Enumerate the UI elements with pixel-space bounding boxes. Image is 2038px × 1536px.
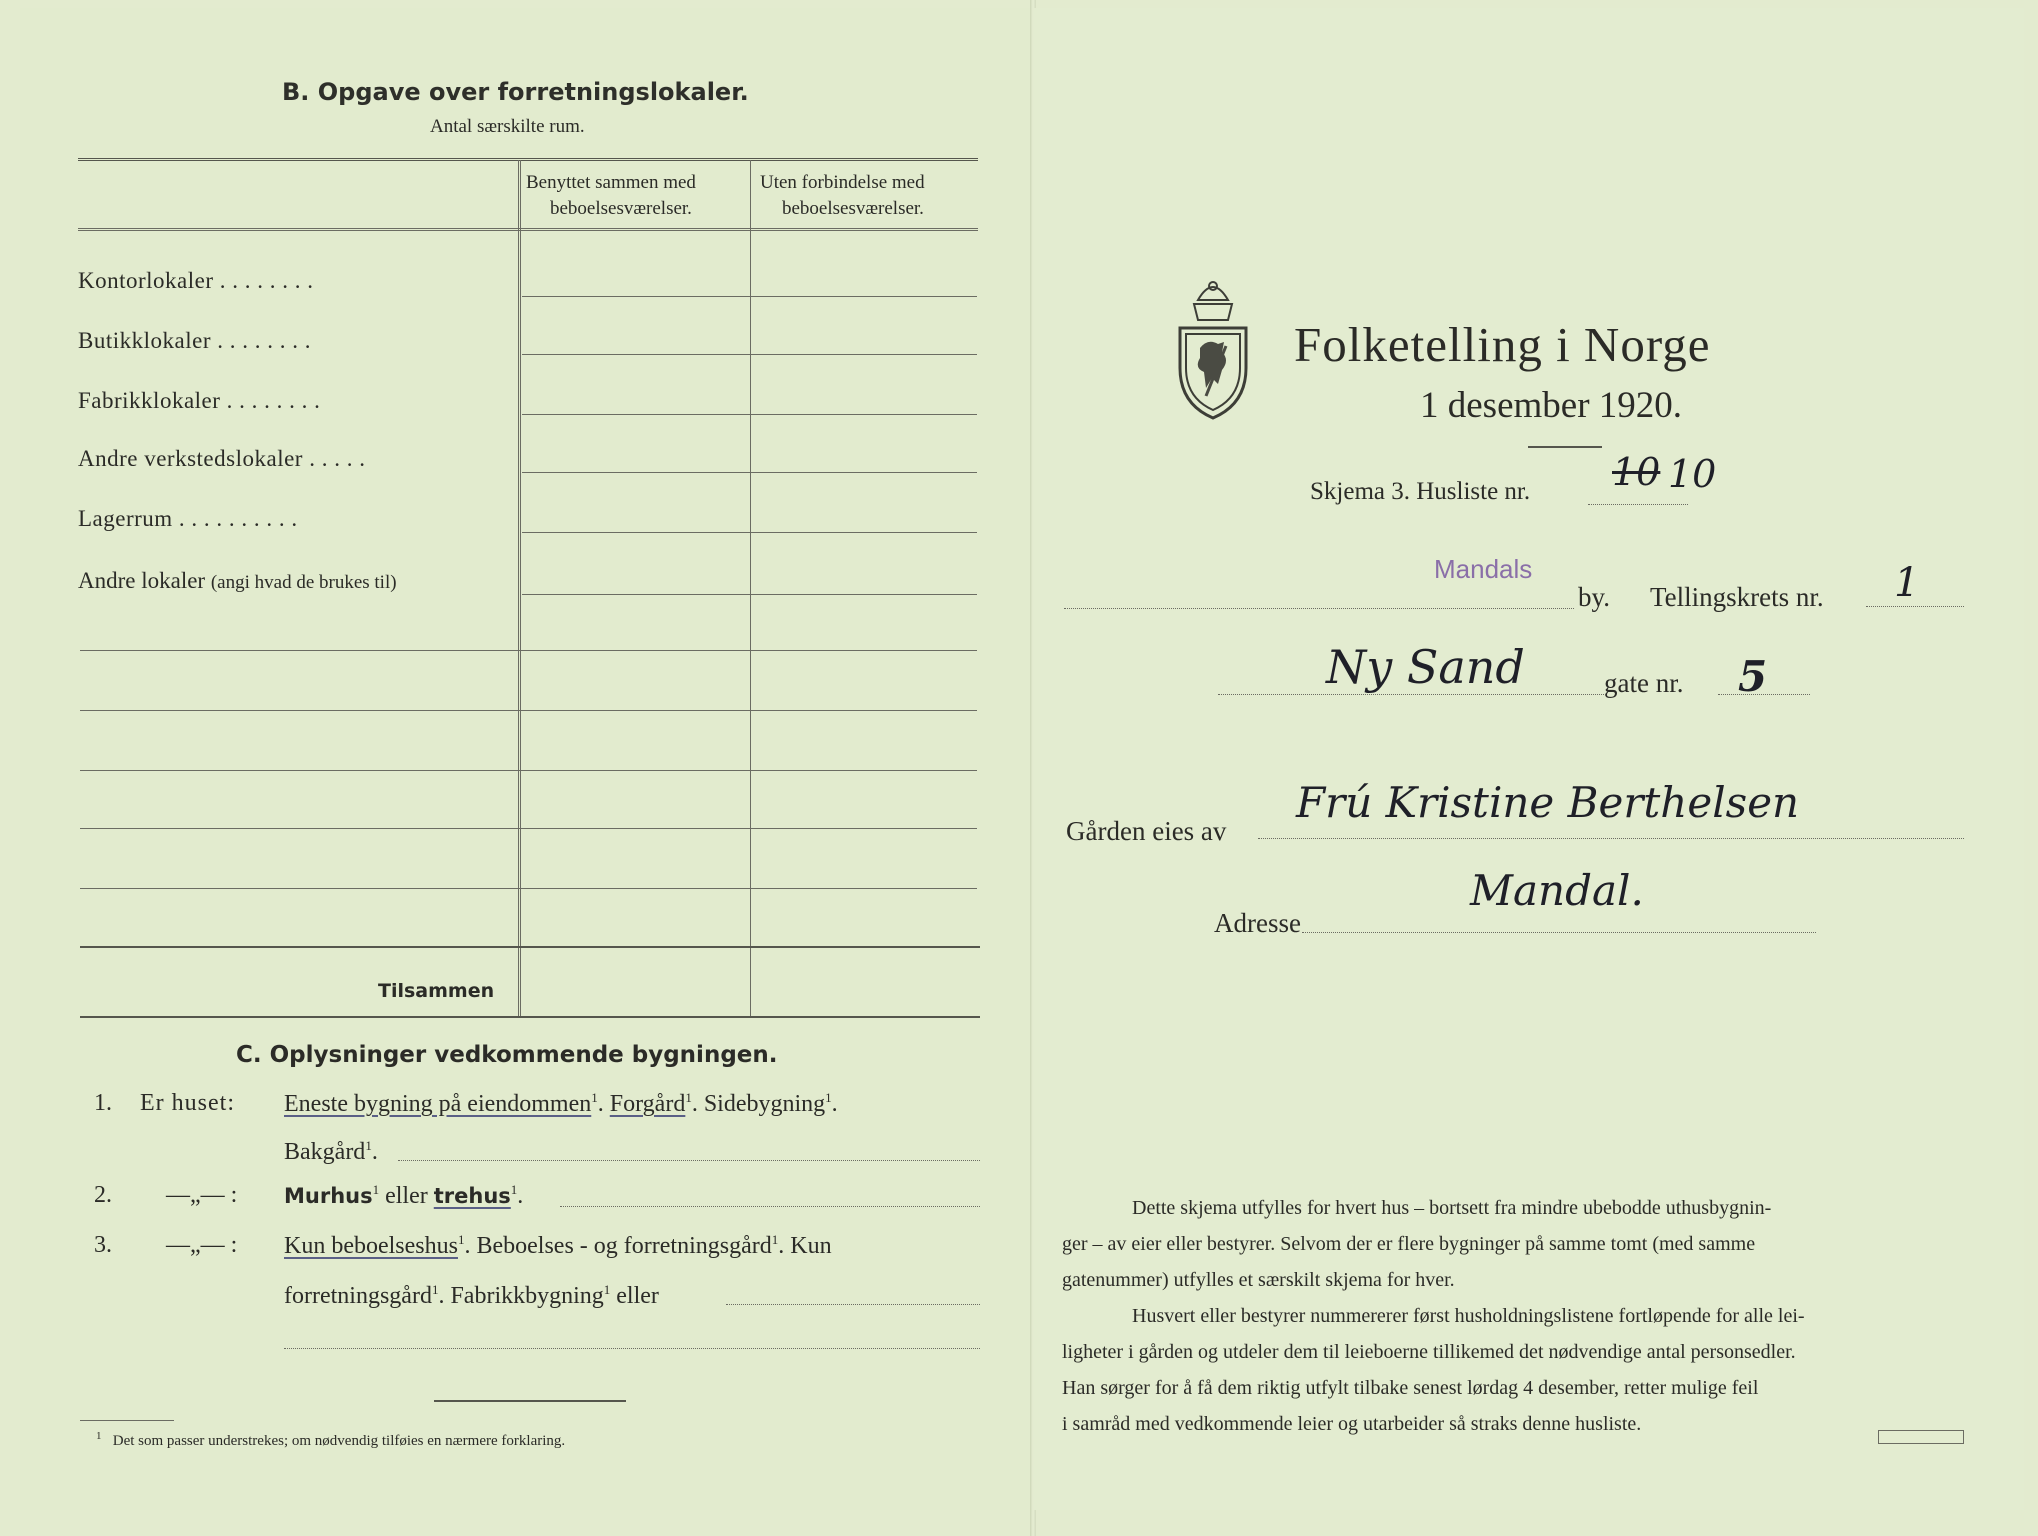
row-rule — [80, 650, 977, 651]
gate-value: 5 — [1738, 652, 1768, 701]
table-bottom-rule — [80, 1016, 980, 1018]
table-col-divider-1 — [518, 160, 521, 1018]
row-label-kontorlokaler: Kontorlokaler . . . . . . . . — [78, 268, 314, 293]
document-title: Folketelling i Norge — [1294, 317, 1711, 372]
item1-num: 1. — [94, 1090, 112, 1116]
item1-label: Er huset: — [140, 1090, 235, 1116]
or-label: eller — [385, 1183, 428, 1209]
husliste-value: 10 — [1668, 452, 1717, 496]
andre-lokaler-text: Andre lokaler — [78, 568, 206, 593]
fill-line — [1588, 504, 1688, 505]
fill-line — [1718, 694, 1810, 695]
row-rule — [522, 414, 977, 415]
tellingskrets-label: Tellingskrets nr. — [1650, 582, 1824, 612]
street-fill-line — [1218, 694, 1604, 695]
census-date: 1 desember 1920. — [1420, 385, 1683, 426]
option-bakgard: Bakgård — [284, 1139, 366, 1165]
footnote-ref: 1 — [510, 1182, 518, 1197]
item3-ditto: —„— : — [166, 1232, 238, 1258]
row-label-fabrikklokaler: Fabrikklokaler . . . . . . . . — [78, 388, 321, 413]
owner-value: Frú Kristine Berthelsen — [1296, 778, 1800, 827]
col1-header-line1: Benyttet sammen med — [526, 172, 696, 193]
option-fabrikkbygning: Fabrikkbygning — [450, 1283, 604, 1309]
skjema-label: Skjema 3. Husliste nr. — [1310, 478, 1531, 505]
col2-header-line1: Uten forbindelse med — [760, 172, 925, 193]
instructions-line: i samråd med vedkommende leier og utarbeider så straks denne husliste. — [1062, 1413, 1642, 1435]
row-rule — [522, 472, 977, 473]
row-rule — [522, 296, 977, 297]
option-sidebygning: Sidebygning — [703, 1091, 826, 1117]
instructions-line: Han sørger for å få dem riktig utfylt tilbake senest lørdag 4 desember, retter mulige feil — [1062, 1377, 1759, 1399]
fill-line — [726, 1304, 980, 1305]
option-trehus: trehus — [433, 1184, 511, 1208]
item2-ditto: —„— : — [166, 1182, 238, 1208]
street-value: Ny Sand — [1326, 640, 1525, 694]
instructions — [1062, 1190, 1972, 1442]
owner-label: Gården eies av — [1066, 816, 1227, 846]
footnote-text: Det som passer understrekes; om nødvendig tilføies en nærmere forklaring. — [112, 1433, 566, 1449]
row-label-butikklokaler: Butikklokaler . . . . . . . . — [78, 328, 311, 353]
row-rule — [80, 770, 977, 771]
gate-label: gate nr. — [1604, 668, 1684, 698]
option-kun-beboelseshus: Kun beboelseshus — [284, 1233, 458, 1259]
instructions-line: Husvert eller bestyrer nummererer først husholdningslistene fortløpende for alle lei- — [1132, 1305, 1805, 1327]
section-c-title: C. Oplysninger vedkommende bygningen. — [236, 1042, 778, 1068]
fill-line — [284, 1348, 980, 1349]
tellingskrets-value: 1 — [1894, 560, 1920, 606]
row-label-andre-lokaler — [78, 568, 397, 594]
fill-line — [1866, 606, 1964, 607]
footnote — [96, 1430, 565, 1450]
option-forretningsgard: forretningsgård — [284, 1283, 432, 1309]
section-end-rule — [434, 1400, 626, 1402]
footnote-ref: 1 — [603, 1282, 611, 1297]
footnote-mark: 1 — [96, 1430, 102, 1442]
owner-fill-line — [1258, 838, 1964, 839]
row-rule — [80, 828, 977, 829]
footnote-ref: 1 — [825, 1090, 832, 1105]
row-rule — [522, 354, 977, 355]
footnote-ref: 1 — [591, 1090, 598, 1105]
address-fill-line — [1302, 932, 1816, 933]
or-label: eller — [616, 1283, 659, 1309]
norway-coat-of-arms-icon — [1170, 272, 1256, 420]
col2-header-line2: beboelsesværelser. — [782, 198, 924, 219]
table-top-rule — [78, 158, 978, 161]
by-label: by. — [1578, 582, 1610, 612]
city-stamp: Mandals — [1434, 554, 1533, 584]
title-rule — [1528, 446, 1602, 448]
item1-options-line2: Bakgård$^1$. — [284, 1138, 378, 1165]
item3-num: 3. — [94, 1232, 112, 1258]
total-top-rule — [80, 946, 980, 948]
option-kun-label: Kun — [790, 1233, 832, 1259]
printer-mark-icon — [1878, 1430, 1964, 1444]
address-label: Adresse — [1214, 908, 1301, 938]
footnote-ref: 1 — [685, 1090, 692, 1105]
instructions-line: Dette skjema utfylles for hvert hus – bortsett fra mindre ubebodde uthusbygnin- — [1132, 1197, 1772, 1219]
total-label: Tilsammen — [378, 980, 495, 1002]
instructions-line: ger – av eier eller bestyrer. Selvom der er flere bygninger på samme tomt (med samme — [1062, 1233, 1756, 1255]
col1-header-line2: beboelsesværelser. — [550, 198, 692, 219]
table-header-rule — [78, 228, 978, 231]
row-rule — [80, 710, 977, 711]
footnote-ref: 1 — [365, 1138, 372, 1153]
instructions-line: ligheter i gården og utdeler dem til leieboerne tillikemed det nødvendige antal personsedler. — [1062, 1341, 1796, 1363]
table-col-divider-2 — [750, 160, 751, 1018]
section-b-title: B. Opgave over forretningslokaler. — [282, 78, 749, 106]
city-fill-line — [1064, 608, 1574, 609]
item3-options: Kun beboelseshus$^1$. Beboelses - og forretningsgård$^1$. Kun — [284, 1232, 832, 1259]
footnote-rule — [80, 1420, 174, 1421]
row-label-verkstedslokaler: Andre verkstedslokaler . . . . . — [78, 446, 366, 471]
option-forgard: Forgård — [609, 1091, 686, 1117]
instructions-line: gatenummer) utfylles et særskilt skjema for hver. — [1062, 1269, 1455, 1291]
husliste-struck-value: 10 — [1612, 450, 1661, 494]
option-murhus: Murhus — [284, 1184, 373, 1208]
footnote-ref: 1 — [457, 1232, 465, 1247]
row-rule — [522, 594, 977, 595]
item2-num: 2. — [94, 1182, 112, 1208]
footnote-ref: 1 — [431, 1282, 439, 1297]
fill-line — [398, 1160, 980, 1161]
option-beboelses-forretningsgard: Beboelses - og forretningsgård — [476, 1233, 772, 1259]
row-label-lagerrum: Lagerrum . . . . . . . . . . — [78, 506, 298, 531]
option-eneste-bygning: Eneste bygning på eiendommen — [284, 1091, 592, 1117]
address-value: Mandal. — [1470, 866, 1644, 915]
item3-options-line2: forretningsgård$^1$. Fabrikkbygning$^1$ eller — [284, 1282, 659, 1309]
item1-options: Eneste bygning på eiendommen$^1$. Forgård$^1$. Sidebygning$^1$. — [284, 1090, 838, 1117]
item2-options: Murhus$^1$ eller trehus$^1$. — [284, 1182, 524, 1209]
fill-line — [560, 1206, 980, 1207]
footnote-ref: 1 — [372, 1182, 380, 1197]
section-b-subtitle: Antal særskilte rum. — [430, 116, 585, 137]
footnote-ref: 1 — [771, 1232, 779, 1247]
row-rule — [80, 888, 977, 889]
row-rule — [522, 532, 977, 533]
andre-lokaler-note: (angi hvad de brukes til) — [210, 572, 397, 593]
